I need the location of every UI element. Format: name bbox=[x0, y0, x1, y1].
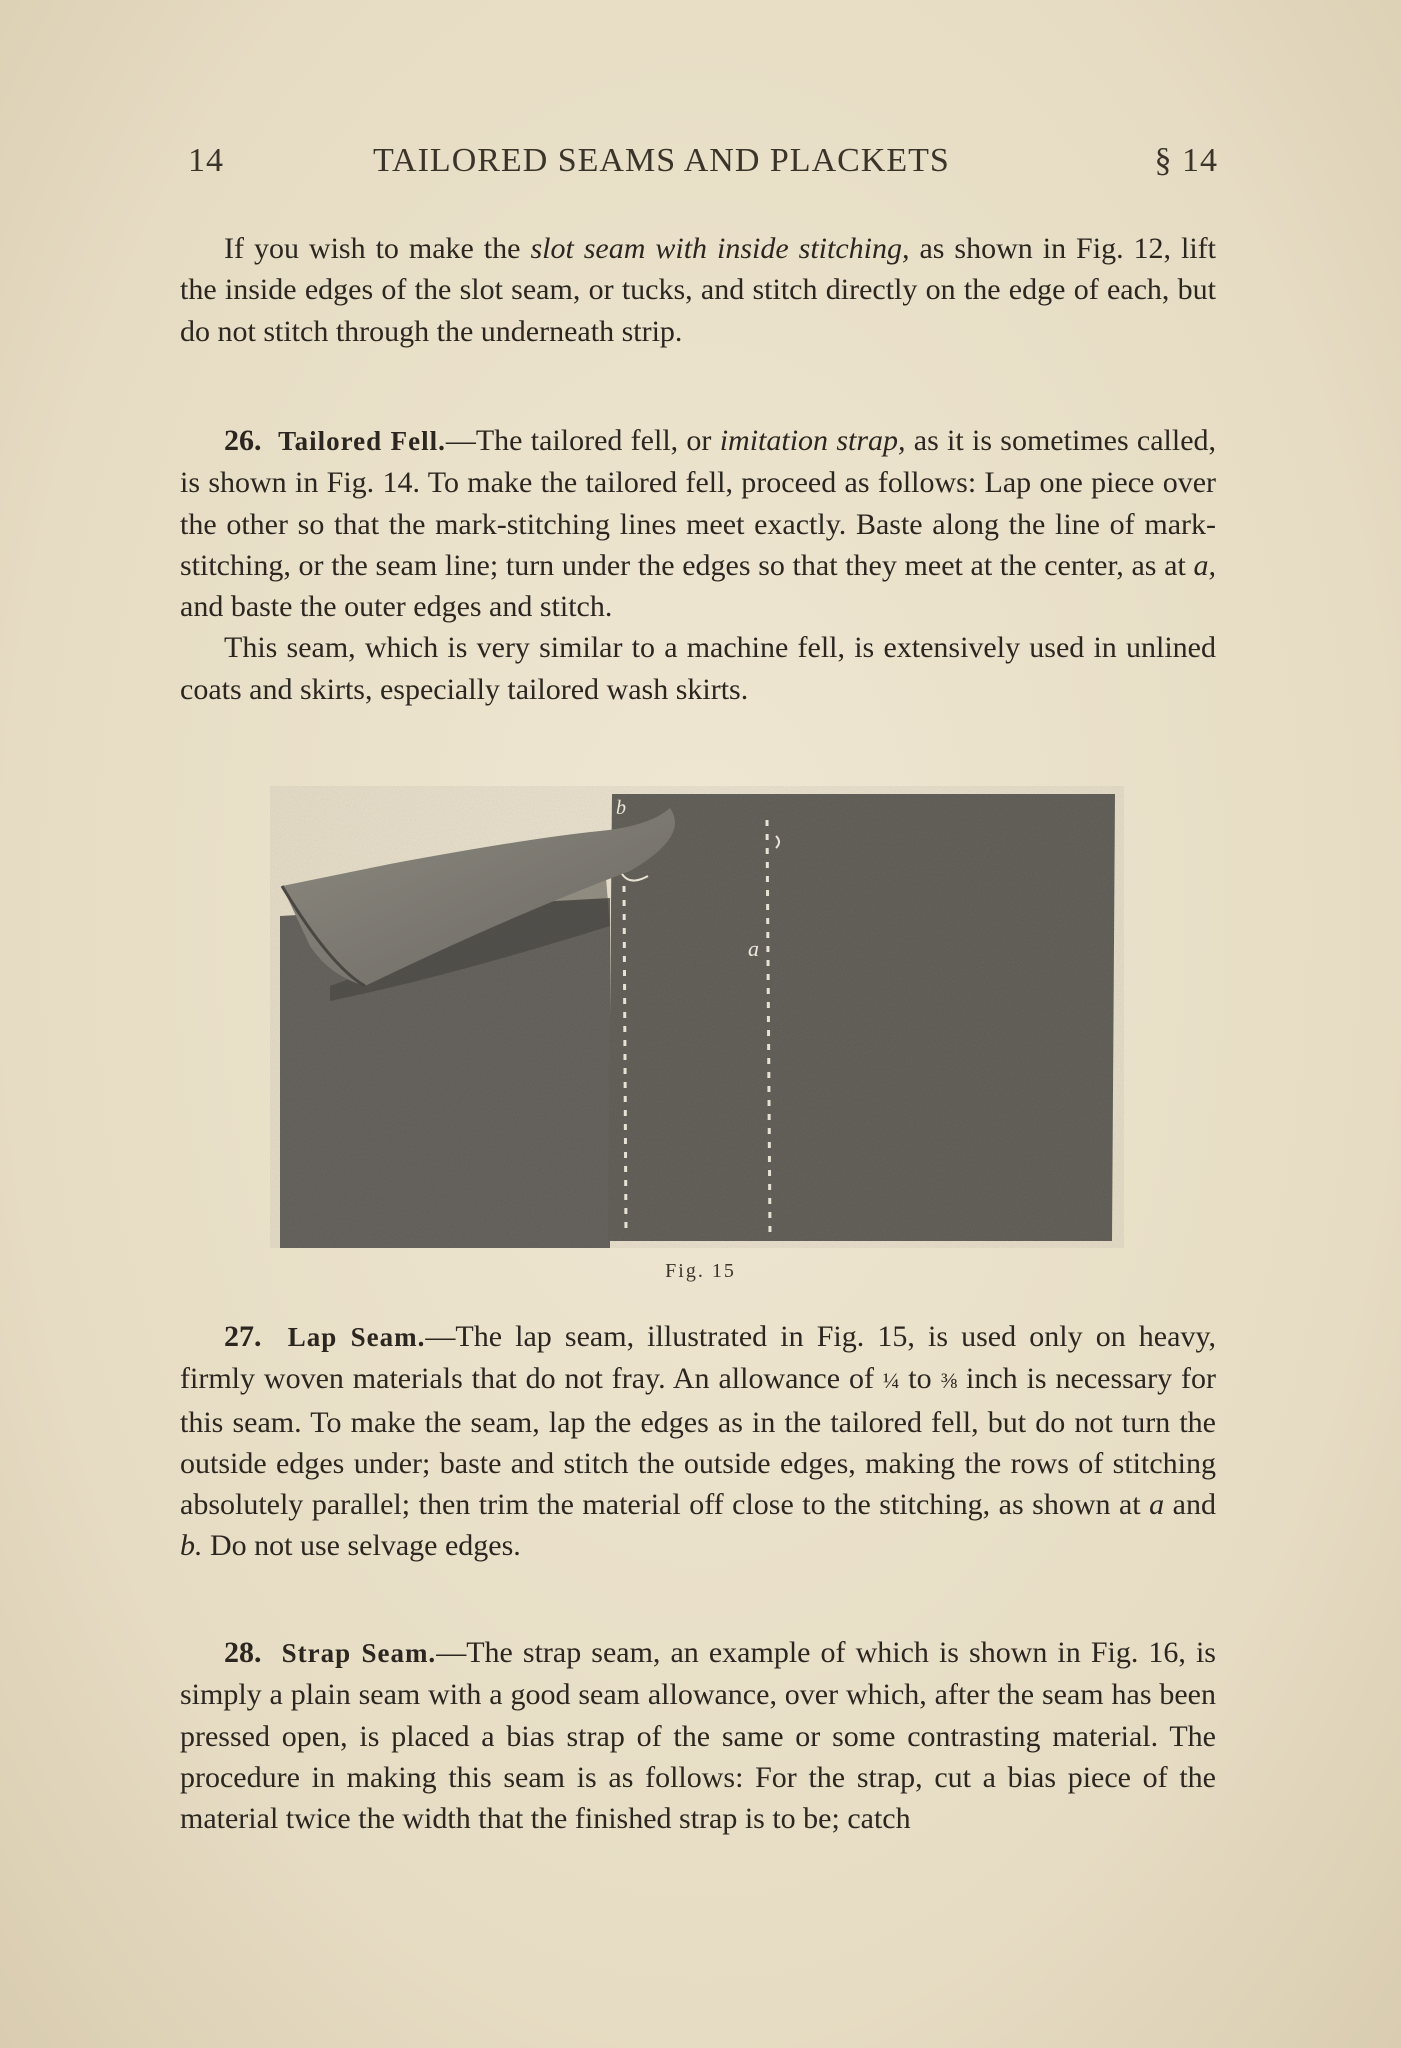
section-heading: Strap Seam. bbox=[281, 1638, 437, 1668]
para-italic: imitation strap, bbox=[719, 424, 906, 457]
section-number: 27. bbox=[224, 1320, 262, 1353]
para-text: —The strap seam, an example of which is shown in Fig. 16, is simply a plain seam with a good seam allowance, over which, after the seam has been pressed open, is placed a bias strap of the same or some contrasting material. The procedure in making this seam is as follows: For the strap, cut a bias piece of the material twice the width that the finished strap is to be; catch bbox=[180, 1636, 1216, 1836]
section-heading: Lap Seam. bbox=[287, 1322, 426, 1352]
paragraph-strap-seam bbox=[180, 1632, 1216, 1839]
label-a: a bbox=[748, 936, 759, 961]
para-text: as shown in Fig. 12, lift the inside edges of the slot seam, or tucks, and stitch directly on the edge of each, but do not stitch through the underneath strip. bbox=[180, 232, 1217, 348]
para-italic: a, bbox=[1193, 548, 1216, 582]
para-text: and baste the outer edges and stitch. bbox=[180, 590, 613, 624]
fig-15-illustration bbox=[270, 786, 1124, 1248]
section-heading: Tailored Fell. bbox=[278, 426, 446, 456]
fraction: ⅜ bbox=[940, 1368, 958, 1394]
paragraph-slot-seam bbox=[180, 228, 1216, 352]
para-text: —The tailored fell, or bbox=[445, 424, 720, 457]
label-b: b bbox=[616, 797, 626, 819]
para-text: and bbox=[1164, 1488, 1216, 1522]
fraction: ¼ bbox=[882, 1368, 900, 1394]
para-text: —The lap seam, illustrated in Fig. 15, is used only on heavy, firmly woven materials that do not fray. An allowance of bbox=[180, 1320, 1216, 1396]
running-title: TAILORED SEAMS AND PLACKETS bbox=[373, 142, 950, 179]
para-text: to bbox=[899, 1362, 941, 1396]
para-italic: b. bbox=[180, 1529, 203, 1563]
section-number: 28. bbox=[224, 1636, 262, 1669]
para-text: inch is necessary for this seam. To make the seam, lap the edges as in the tailored fell, but do not turn the outside edges under; baste and stitch the outside edges, making the rows of stitching absolutely parallel; then trim the material off close to the stitching, as shown at bbox=[180, 1362, 1216, 1522]
para-text: Do not use selvage edges. bbox=[202, 1529, 521, 1563]
para-text: If you wish to make the bbox=[224, 232, 531, 265]
para-italic: a bbox=[1149, 1488, 1165, 1522]
figure-caption: Fig. 15 bbox=[665, 1260, 736, 1282]
section-mark: § 14 bbox=[1154, 142, 1218, 179]
paragraph-fell-usage: This seam, which is very similar to a machine fell, is extensively used in unlined coats and skirts, especially tailored wash skirts. bbox=[180, 631, 1216, 706]
paragraph-lap-seam bbox=[180, 1316, 1216, 1567]
paragraph-tailored-fell bbox=[180, 420, 1216, 710]
para-italic: slot seam with inside stitching, bbox=[530, 232, 910, 265]
para-text: as it is sometimes called, is shown in Fig. 14. To make the tailored fell, proceed as follows: Lap one piece over the other so that the mark-stitching lines meet exactly. Baste along the line of mark-stitching, or the seam line; turn under the edges so that they meet at the center, as at bbox=[180, 424, 1217, 582]
section-number: 26. bbox=[224, 424, 262, 457]
page-number: 14 bbox=[188, 142, 224, 179]
